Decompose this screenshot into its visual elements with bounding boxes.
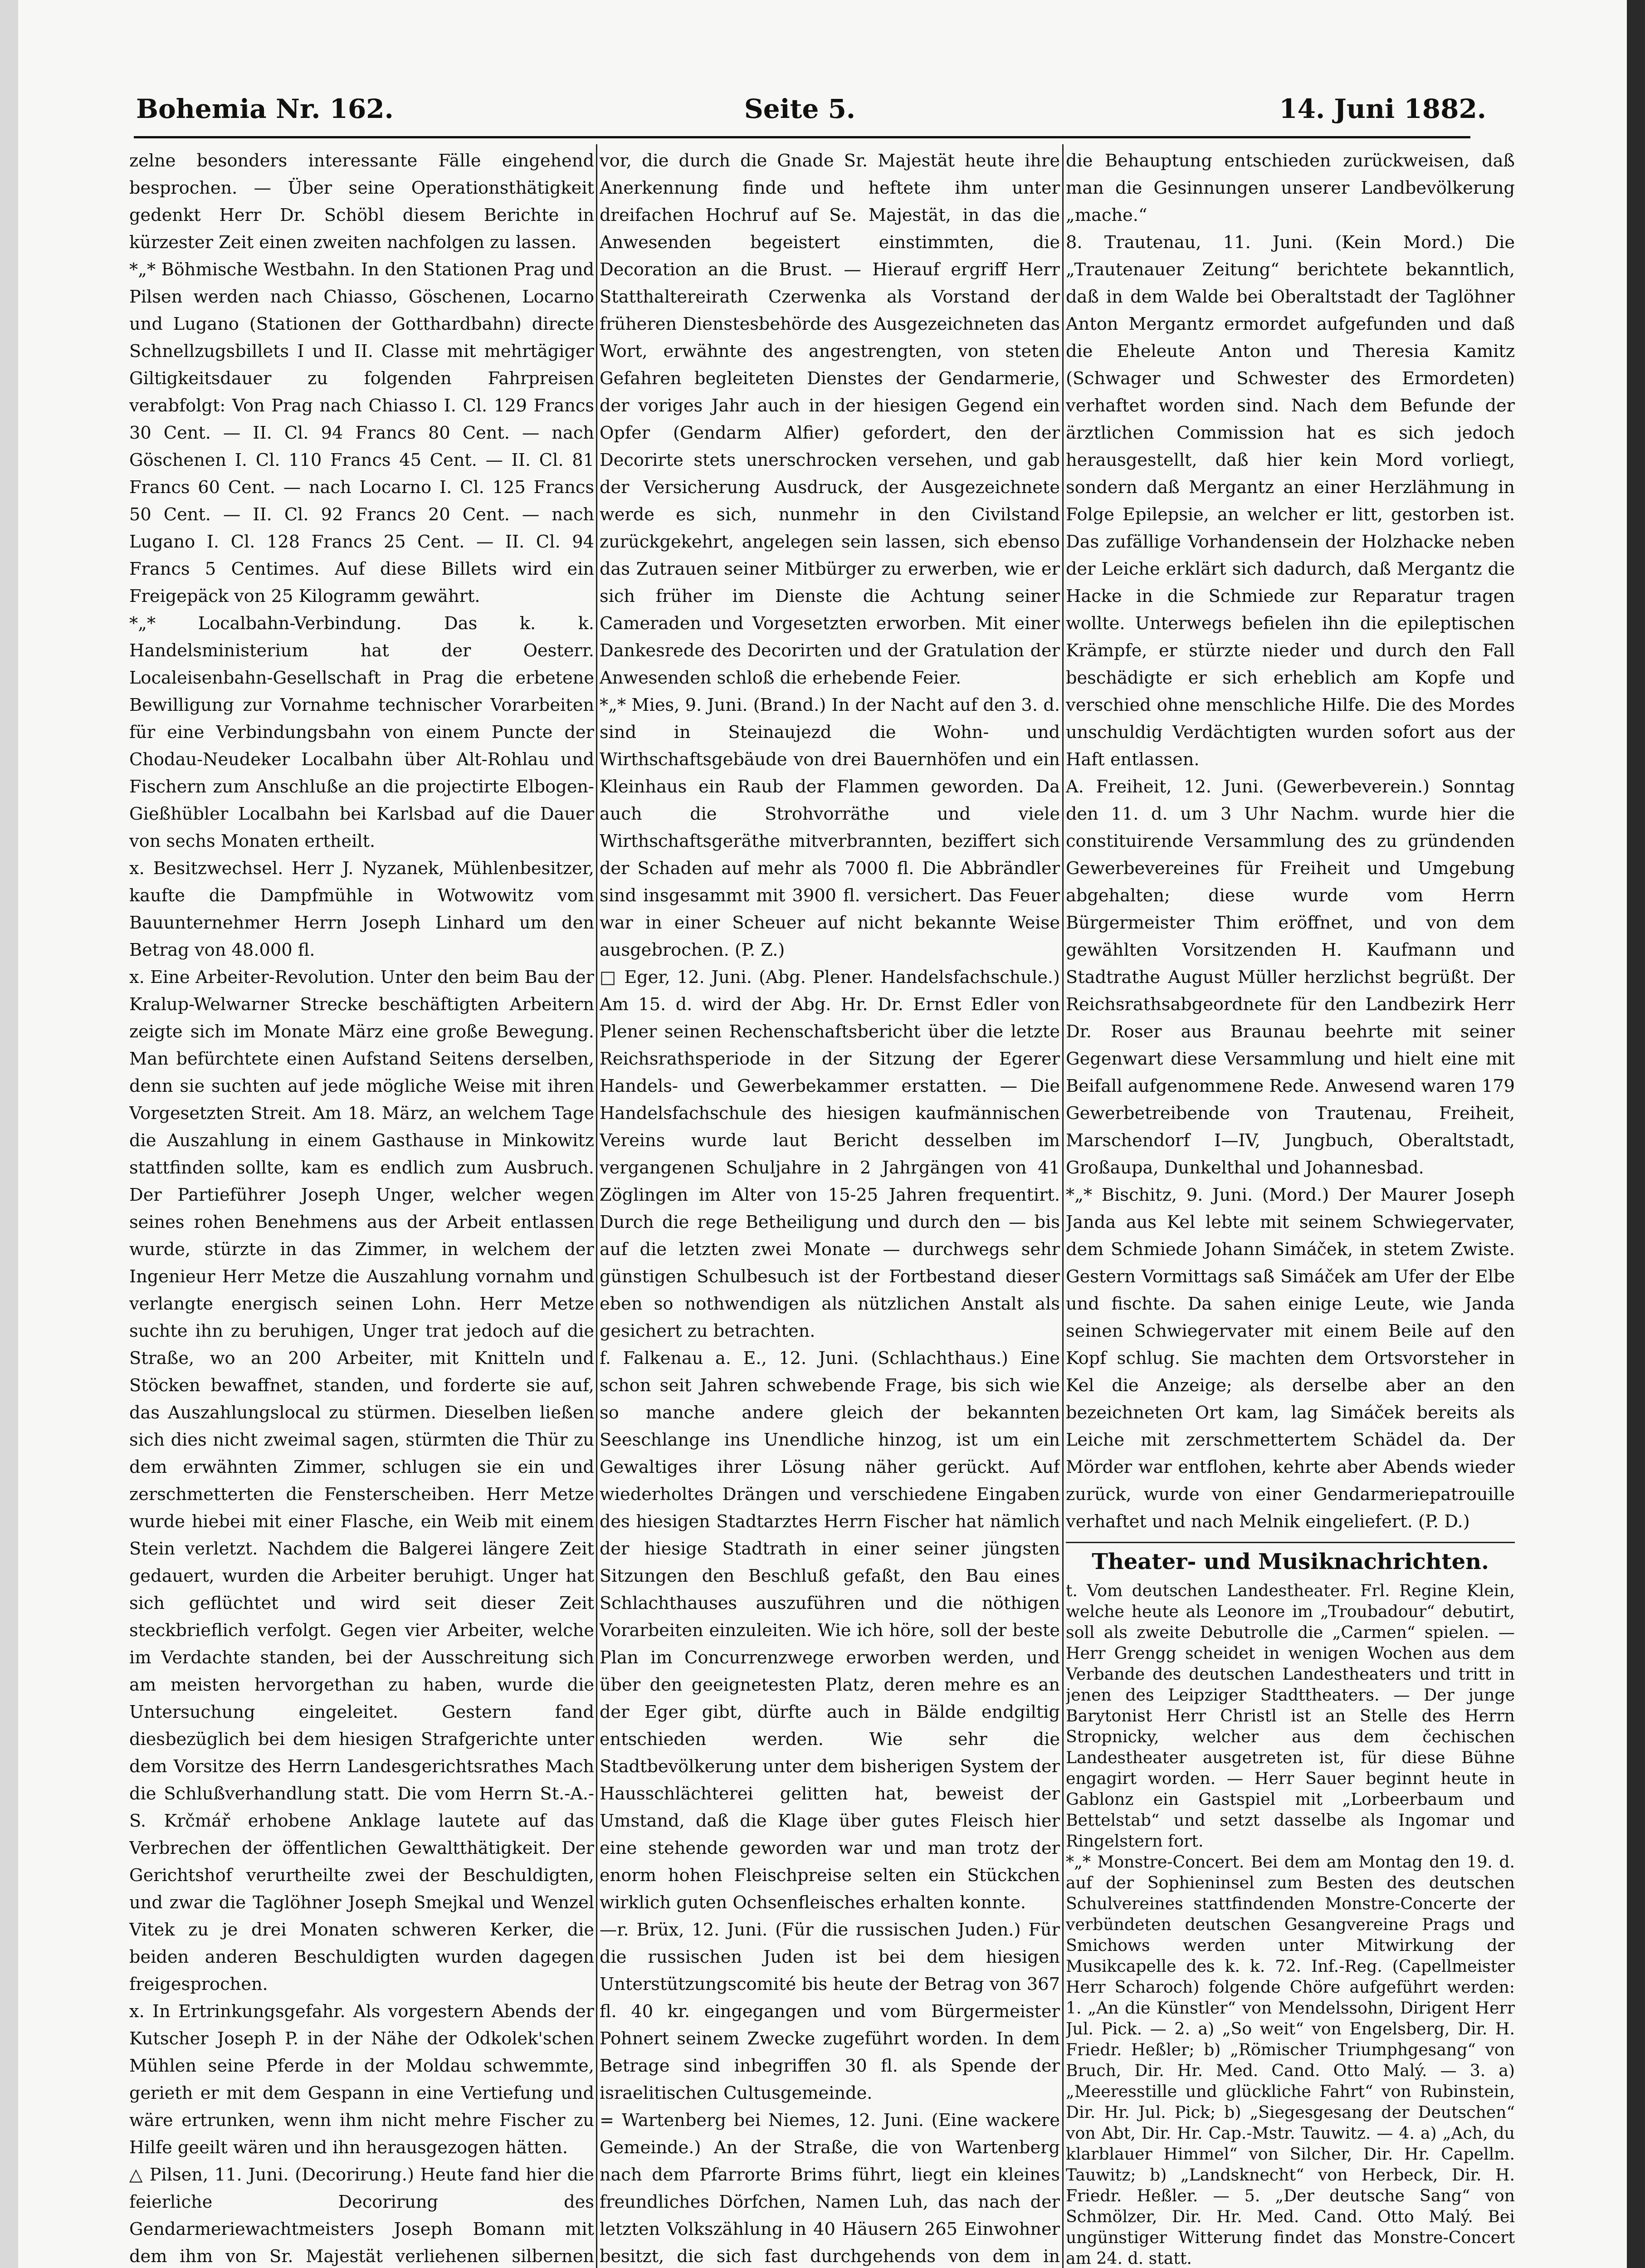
column-divider	[596, 144, 597, 2268]
column-1	[129, 147, 594, 2268]
article-paragraph: △ Pilsen, 11. Juni. (Decorirung.) Heute fand hier die feierliche Decorirung des Gendarmeriewachtmeisters Joseph Bomann mit dem ihm von Sr. Majestät verliehenen silbernen	[129, 2165, 594, 2267]
article-paragraph: *„* Mies, 9. Juni. (Brand.) In der Nacht auf den 3. d. sind in Steinaujezd die Wohn- und Wirthschaftsgebäude von drei Bauernhöfen und ein Kleinhaus ein Raub der Flammen geworden. Da auch die Strohvorräthe und viele Wirthschaftsgeräthe mitverbrannten, beziffert sich der Schaden auf mehr als 7000 fl. Die Abbrändler sind insgesammt mit 3900 fl. versichert. Das Feuer war in einer Scheuer auf nicht bekannte Weise ausgebrochen. (P. Z.)	[600, 695, 1060, 960]
article-paragraph: *„* Böhmische Westbahn. In den Stationen Prag und Pilsen werden nach Chiasso, Göschenen, Locarno und Lugano (Stationen der Gotthardbahn) directe Schnellzugsbillets I und II. Classe mit mehrtägiger Giltigkeitsdauer zu folgenden Fahrpreisen verabfolgt: Von Prag nach Chiasso I. Cl. 129 Francs 30 Cent. — II. Cl. 94 Francs 80 Cent. — nach Göschenen I. Cl. 110 Francs 45 Cent. — II. Cl. 81 Francs 60 Cent. — nach Locarno I. Cl. 125 Francs 50 Cent. — II. Cl. 92 Francs 20 Cent. — nach Lugano I. Cl. 128 Francs 25 Cent. — II. Cl. 94 Francs 5 Centimes. Auf diese Billets wird ein Freigepäck von 25 Kilogramm gewährt.	[129, 259, 594, 606]
article-paragraph: x. Eine Arbeiter-Revolution. Unter den beim Bau der Kralup-Welwarner Strecke beschäftigten Arbeitern zeigte sich im Monate März eine große Bewegung. Man befürchtete einen Aufstand Seitens derselben, denn sie suchten auf jede mögliche Weise mit ihren Vorgesetzten Streit. Am 18. März, an welchem Tage die Auszahlung in einem Gasthause in Minkowitz stattfinden sollte, kam es endlich zum Ausbruch. Der Partieführer Joseph Unger, welcher wegen seines rohen Benehmens aus der Arbeit entlassen wurde, stürzte in das Zimmer, in welchem der Ingenieur Herr Metze die Auszahlung vornahm und verlangte energisch seinen Lohn. Herr Metze suchte ihn zu beruhigen, Unger trat jedoch auf die Straße, wo an 200 Arbeiter, mit Knitteln und Stöcken bewaffnet, standen, und forderte sie auf, das Auszahlungslocal zu stürmen. Dieselben ließen sich dies nicht zweimal sagen, stürmten die Thür zu dem erwähnten Zimmer, schlugen sie ein und zerschmetterten die Fensterscheiben. Herr Metze wurde hiebei mit einer Flasche, ein Weib mit einem Stein verletzt. Nachdem die Balgerei längere Zeit gedauert, wurden die Arbeiter beruhigt. Unger hat sich geflüchtet und wird seit dieser Zeit steckbrieflich verfolgt. Gegen vier Arbeiter, welche im Verdachte standen, bei der Ausschreitung sich am meisten hervorgethan zu haben, wurde die Untersuchung eingeleitet. Gestern fand diesbezüglich bei dem hiesigen Strafgerichte unter dem Vorsitze des Herrn Landesgerichtsrathes Mach die Schlußverhandlung statt. Die vom Herrn St.-A.-S. Krčmář erhobene Anklage lautete auf das Verbrechen der öffentlichen Gewaltthätigkeit. Der Gerichtshof verurtheilte zwei der Beschuldigten, und zwar die Taglöhner Joseph Smejkal und Wenzel Vitek zu je drei Monaten schweren Kerker, die beiden anderen Beschuldigten wurden dagegen freigesprochen.	[129, 967, 594, 1994]
header-rule	[134, 136, 1470, 138]
article-paragraph: □ Eger, 12. Juni. (Abg. Plener. Handelsfachschule.) Am 15. d. wird der Abg. Hr. Dr. Ernst Edler von Plener seinen Rechenschaftsbericht über die letzte Reichsrathsperiode in der Sitzung der Egerer Handels- und Gewerbekammer erstatten. — Die Handelsfachschule des hiesigen kaufmännischen Vereins wurde laut Bericht desselben im vergangenen Schuljahre in 2 Jahrgängen von 41 Zöglingen im Alter von 15-25 Jahren frequentirt. Durch die rege Betheiligung und durch den — bis auf die letzten zwei Monate — durchwegs sehr günstigen Schulbesuch ist der Fortbestand dieser eben so nothwendigen als nützlichen Anstalt als gesichert zu betrachten.	[600, 967, 1060, 1341]
article-paragraph: *„* Monstre-Concert. Bei dem am Montag den 19. d. auf der Sophieninsel zum Besten des deutschen Schulvereines stattfindenden Monstre-Concerte der verbündeten deutschen Gesangvereine Prags und Smichows werden unter Mitwirkung der Musikcapelle des k. k. 72. Inf.-Reg. (Capellmeister Herr Scharoch) folgende Chöre aufgeführt werden: 1. „An die Künstler“ von Mendelssohn, Dirigent Herr Jul. Pick. — 2. a) „So weit“ von Engelsberg, Dir. H. Friedr. Heßler; b) „Römischer Triumphgesang“ von Bruch, Dir. Hr. Med. Cand. Otto Malý. — 3. a) „Meeresstille und glückliche Fahrt“ von Rubinstein, Dir. Hr. Jul. Pick; b) „Siegesgesang der Deutschen“ von Abt, Dir. Hr. Cap.-Mstr. Tauwitz. — 4. a) „Ach, du klarblauer Himmel“ von Silcher, Dir. Hr. Capellm. Tauwitz; b) „Landsknecht“ von Herbeck, Dir. H. Friedr. Heßler. — 5. „Der deutsche Sang“ von Schmölzer, Dir. Hr. Med. Cand. Otto Malý. Bei ungünstiger Witterung findet das Monstre-Concert am 24. d. statt.	[1066, 1852, 1515, 2268]
article-paragraph: x. In Ertrinkungsgefahr. Als vorgestern Abends der Kutscher Joseph P. in der Nähe der Odkolek'schen Mühlen seine Pferde in der Moldau schwemmte, gerieth er mit dem Gespann in eine Vertiefung und wäre ertrunken, wenn ihm nicht mehre Fischer zu Hilfe geeilt wären und ihn herausgezogen hätten.	[129, 2001, 594, 2158]
article-paragraph: x. Besitzwechsel. Herr J. Nyzanek, Mühlenbesitzer, kaufte die Dampfmühle in Wotwowitz vom Bauunternehmer Herrn Joseph Linhard um den Betrag von 48.000 fl.	[129, 858, 594, 960]
article-paragraph: *„* Localbahn-Verbindung. Das k. k. Handelsministerium hat der Oesterr. Localeisenbahn-Gesellschaft in Prag die erbetene Bewilligung zur Vornahme technischer Vorarbeiten für eine Verbindungsbahn von einem Puncte der Chodau-Neudeker Localbahn über Alt-Rohlau und Fischern zum Anschluße an die projectirte Elbogen-Gießhübler Localbahn bei Karlsbad auf die Dauer von sechs Monaten ertheilt.	[129, 613, 594, 851]
article-paragraph: die Behauptung entschieden zurückweisen, daß man die Gesinnungen unserer Landbevölkerung „mache.“	[1066, 151, 1515, 225]
scan-right-border	[1627, 0, 1645, 2268]
column-divider	[1062, 144, 1064, 2268]
article-paragraph: zelne besonders interessante Fälle eingehend besprochen. — Über seine Operationsthätigkeit gedenkt Herr Dr. Schöbl diesem Berichte in kürzester Zeit einen zweiten nachfolgen zu lassen.	[129, 151, 594, 253]
article-paragraph: A. Freiheit, 12. Juni. (Gewerbeverein.) Sonntag den 11. d. um 3 Uhr Nachm. wurde hier die constituirende Versammlung des zu gründenden Gewerbevereines für Freiheit und Umgebung abgehalten; diese wurde vom Herrn Bürgermeister Thim eröffnet, und von dem gewählten Vorsitzenden H. Kaufmann und Stadtrathe August Müller herzlichst begrüßt. Der Reichsrathsabgeordnete für den Landbezirk Herr Dr. Roser aus Braunau beehrte mit seiner Gegenwart diese Versammlung und hielt eine mit Beifall aufgenommene Rede. Anwesend waren 179 Gewerbetreibende von Trautenau, Freiheit, Marschendorf I—IV, Jungbuch, Oberaltstadt, Großaupa, Dunkelthal und Johannesbad.	[1066, 777, 1515, 1178]
article-paragraph: = Wartenberg bei Niemes, 12. Juni. (Eine wackere Gemeinde.) An der Straße, die von Wartenberg nach dem Pfarrorte Brims führt, liegt ein kleines freundliches Dörfchen, Namen Luh, das nach der letzten Volkszählung in 40 Häusern 265 Einwohner besitzt, die sich fast durchgehends von dem in	[600, 2110, 1060, 2267]
column-2	[600, 147, 1060, 2268]
theater-section	[1066, 1542, 1515, 1578]
masthead-issue: Bohemia Nr. 162.	[136, 93, 394, 124]
page-header	[113, 91, 1486, 132]
article-paragraph: —r. Brüx, 12. Juni. (Für die russischen Juden.) Für die russischen Juden ist bei dem hiesigen Unterstützungscomité bis heute der Betrag von 367 fl. 40 kr. eingegangen und vom Bürgermeister Pohnert seinem Zwecke zugeführt worden. In dem Betrage sind inbegriffen 30 fl. als Spende der israelitischen Cultusgemeinde.	[600, 1920, 1060, 2103]
issue-date: 14. Juni 1882.	[1279, 93, 1486, 124]
article-paragraph: f. Falkenau a. E., 12. Juni. (Schlachthaus.) Eine schon seit Jahren schwebende Frage, bis sich wie so manche andere gleich der bekannten Seeschlange ins Unendliche hinzog, ist um ein Gewaltiges ihrer Lösung näher gerückt. Auf wiederholtes Drängen und verschiedene Eingaben des hiesigen Stadtarztes Herrn Fischer hat nämlich der hiesige Stadtrath in einer seiner jüngsten Sitzungen den Beschluß gefaßt, den Bau eines Schlachthauses auszuführen und die nöthigen Vorarbeiten einzuleiten. Wie ich höre, soll der beste Plan im Concurrenzwege erworben werden, und über den geeignetesten Platz, deren mehre es an der Eger gibt, dürfte auch in Bälde endgiltig entschieden werden. Wie sehr die Stadtbevölkerung unter dem bisherigen System der Hausschlächterei gelitten hat, beweist der Umstand, daß die Klage über gutes Fleisch hier eine stehende geworden war und man trotz der enorm hohen Fleischpreise selten ein Stückchen wirklich guten Ochsenfleisches erhalten konnte.	[600, 1348, 1060, 1913]
article-paragraph: 8. Trautenau, 11. Juni. (Kein Mord.) Die „Trautenauer Zeitung“ berichtete bekanntlich, daß in dem Walde bei Oberaltstadt der Taglöhner Anton Mergantz ermordet aufgefunden und daß die Eheleute Anton und Theresia Kamitz (Schwager und Schwester des Ermordeten) verhaftet worden sind. Nach dem Befunde der ärztlichen Commission hat es sich jedoch herausgestellt, daß hier kein Mord vorliegt, sondern daß Mergantz an einer Herzlähmung in Folge Epilepsie, an welcher er litt, gestorben ist. Das zufällige Vorhandensein der Holzhacke neben der Leiche erklärt sich dadurch, daß Mergantz die Hacke in die Schmiede zur Reparatur tragen wollte. Unterwegs befielen ihn die epileptischen Krämpfe, er stürzte nieder und durch den Fall beschädigte er sich erheblich am Kopfe und verschied ohne menschliche Hilfe. Die des Mordes unschuldig Verdächtigten wurden sofort aus der Haft entlassen.	[1066, 232, 1515, 770]
section-heading-theater: Theater- und Musiknachrichten.	[1092, 1549, 1489, 1574]
article-paragraph: vor, die durch die Gnade Sr. Majestät heute ihre Anerkennung finde und heftete ihm unter dreifachen Hochruf auf Se. Majestät, in das die Anwesenden begeistert einstimmten, die Decoration an die Brust. — Hierauf ergriff Herr Statthaltereirath Czerwenka als Vorstand der früheren Dienstesbehörde des Ausgezeichneten das Wort, erwähnte des angestrengten, von steten Gefahren begleiteten Dienstes der Gendarmerie, der voriges Jahr auch in der hiesigen Gegend ein Opfer (Gendarm Alfier) gefordert, den der Decorirte stets unerschrocken versehen, und gab der Versicherung Ausdruck, der Ausgezeichnete werde es sich, nunmehr in den Civilstand zurückgekehrt, angelegen sein lassen, sich ebenso das Zutrauen seiner Mitbürger zu erwerben, wie er sich früher im Dienste die Achtung seiner Cameraden und Vorgesetzten erworben. Mit einer Dankesrede des Decorirten und der Gratulation der Anwesenden schloß die erhebende Feier.	[600, 151, 1060, 688]
article-paragraph: t. Vom deutschen Landestheater. Frl. Regine Klein, welche heute als Leonore im „Troubadour“ debutirt, soll als zweite Debutrolle die „Carmen“ spielen. — Herr Grengg scheidet in wenigen Wochen aus dem Verbande des deutschen Landestheaters und tritt in jenen des Leipziger Stadttheaters. — Der junge Barytonist Herr Christl ist an Stelle des Herrn Stropnicky, welcher aus dem čechischen Landestheater ausgetreten ist, für diese Bühne engagirt worden. — Herr Sauer beginnt heute in Gablonz ein Gastspiel mit „Lorbeerbaum und Bettelstab“ und setzt dasselbe als Ingomar und Ringelstern fort.	[1066, 1581, 1515, 1851]
page-number: Seite 5.	[744, 93, 856, 124]
column-3	[1066, 147, 1515, 2268]
scan-left-margin	[0, 0, 18, 2268]
article-paragraph: *„* Bischitz, 9. Juni. (Mord.) Der Maurer Joseph Janda aus Kel lebte mit seinem Schwiegervater, dem Schmiede Johann Simáček, in stetem Zwiste. Gestern Vormittags saß Simáček am Ufer der Elbe und fischte. Da sahen einige Leute, wie Janda seinen Schwiegervater mit einem Beile auf den Kopf schlug. Sie machten dem Ortsvorsteher in Kel die Anzeige; als derselbe aber an den bezeichneten Ort kam, lag Simáček bereits als Leiche mit zerschmettertem Schädel da. Der Mörder war entflohen, kehrte aber Abends wieder zurück, wurde von einer Gendarmeriepatrouille verhaftet und nach Melnik eingeliefert. (P. D.)	[1066, 1185, 1515, 1532]
